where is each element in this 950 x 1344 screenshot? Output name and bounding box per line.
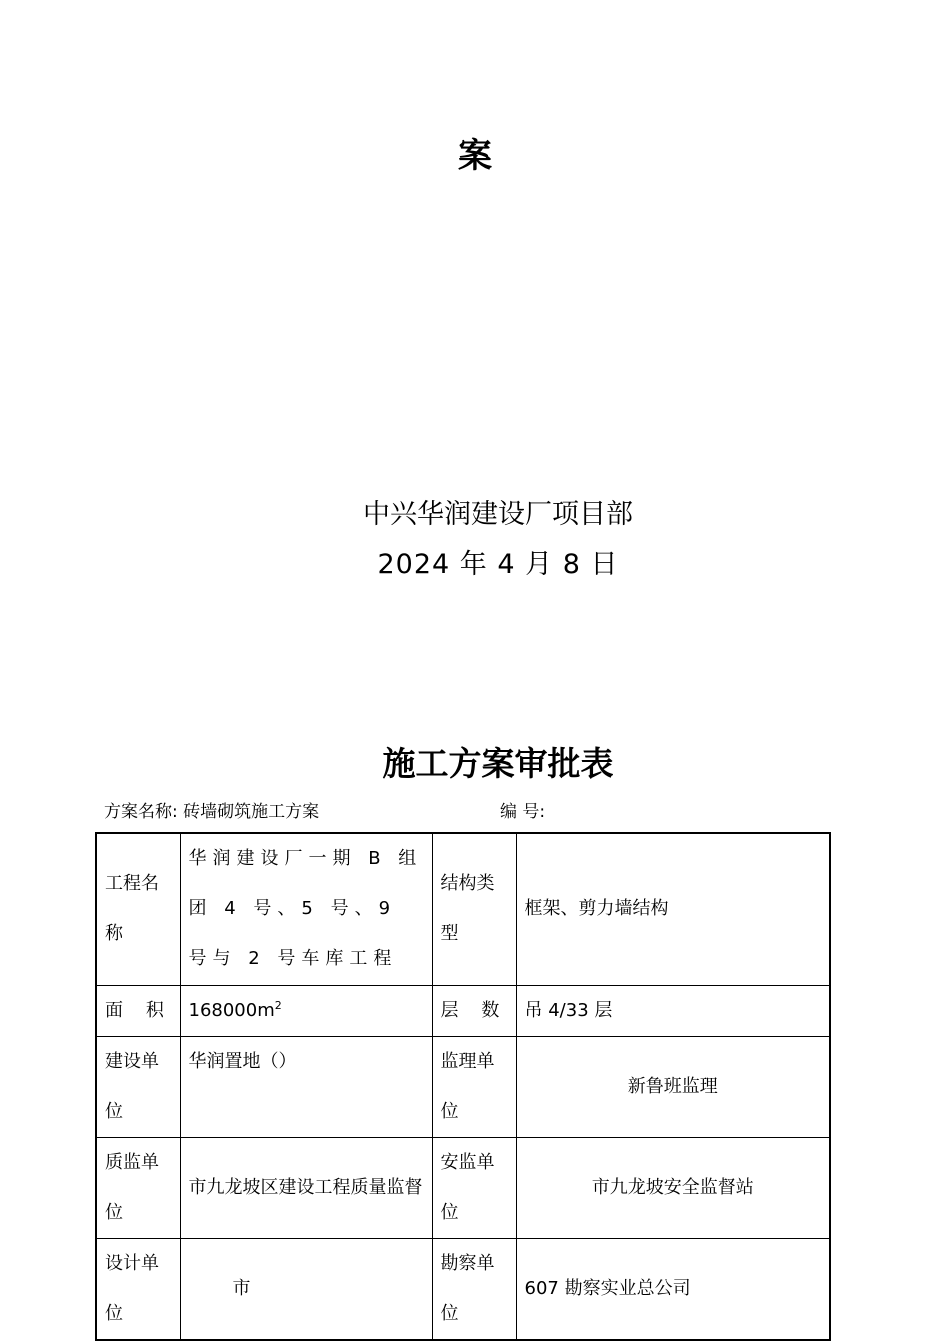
quality-value: 市九龙坡区建设工程质量监督 — [180, 1137, 432, 1238]
plan-name-value: 砖墙砌筑施工方案 — [183, 802, 320, 822]
quality-label: 质监单位 — [96, 1137, 180, 1238]
area-value-text: 168000m — [188, 999, 275, 1021]
area-unit-superscript: 2 — [274, 998, 282, 1012]
number-label: 编 号: — [500, 802, 546, 822]
floors-label — [432, 985, 516, 1036]
area-label-text: 面 积 — [105, 999, 164, 1021]
organization-name: 中兴华润建设厂项目部 — [363, 499, 633, 530]
table-row — [96, 833, 830, 985]
table-row — [96, 1238, 830, 1340]
project-name-label: 工程名称 — [96, 833, 180, 985]
table-row — [96, 985, 830, 1036]
approval-table — [95, 832, 831, 1341]
supervisor-value: 新鲁班监理 — [516, 1036, 830, 1137]
form-title: 施工方案审批表 — [382, 744, 614, 783]
survey-value: 607 勘察实业总公司 — [516, 1238, 830, 1340]
floors-value: 吊 4/33 层 — [516, 985, 830, 1036]
floors-label-text: 层 数 — [440, 999, 500, 1021]
structure-type-value: 框架、剪力墙结构 — [516, 833, 830, 985]
plan-name-label: 方案名称: — [104, 802, 178, 822]
cover-date: 2024 年 4 月 8 日 — [377, 549, 619, 580]
area-label — [96, 985, 180, 1036]
cover-title: 案 — [458, 136, 492, 176]
area-value — [180, 985, 432, 1036]
design-label: 设计单位 — [96, 1238, 180, 1340]
table-row — [96, 1137, 830, 1238]
safety-value: 市九龙坡安全监督站 — [516, 1137, 830, 1238]
builder-label: 建设单位 — [96, 1036, 180, 1137]
structure-type-label: 结构类型 — [432, 833, 516, 985]
supervisor-label: 监理单位 — [432, 1036, 516, 1137]
safety-label: 安监单位 — [432, 1137, 516, 1238]
design-value: 市 — [180, 1238, 432, 1340]
builder-value: 华润置地（） — [180, 1036, 432, 1137]
table-row — [96, 1036, 830, 1137]
survey-label: 勘察单位 — [432, 1238, 516, 1340]
project-name-value: 华润建设厂一期 B 组团 4 号、5 号、9 号与 2 号车库工程 — [180, 833, 432, 985]
plan-name-line — [104, 797, 319, 822]
